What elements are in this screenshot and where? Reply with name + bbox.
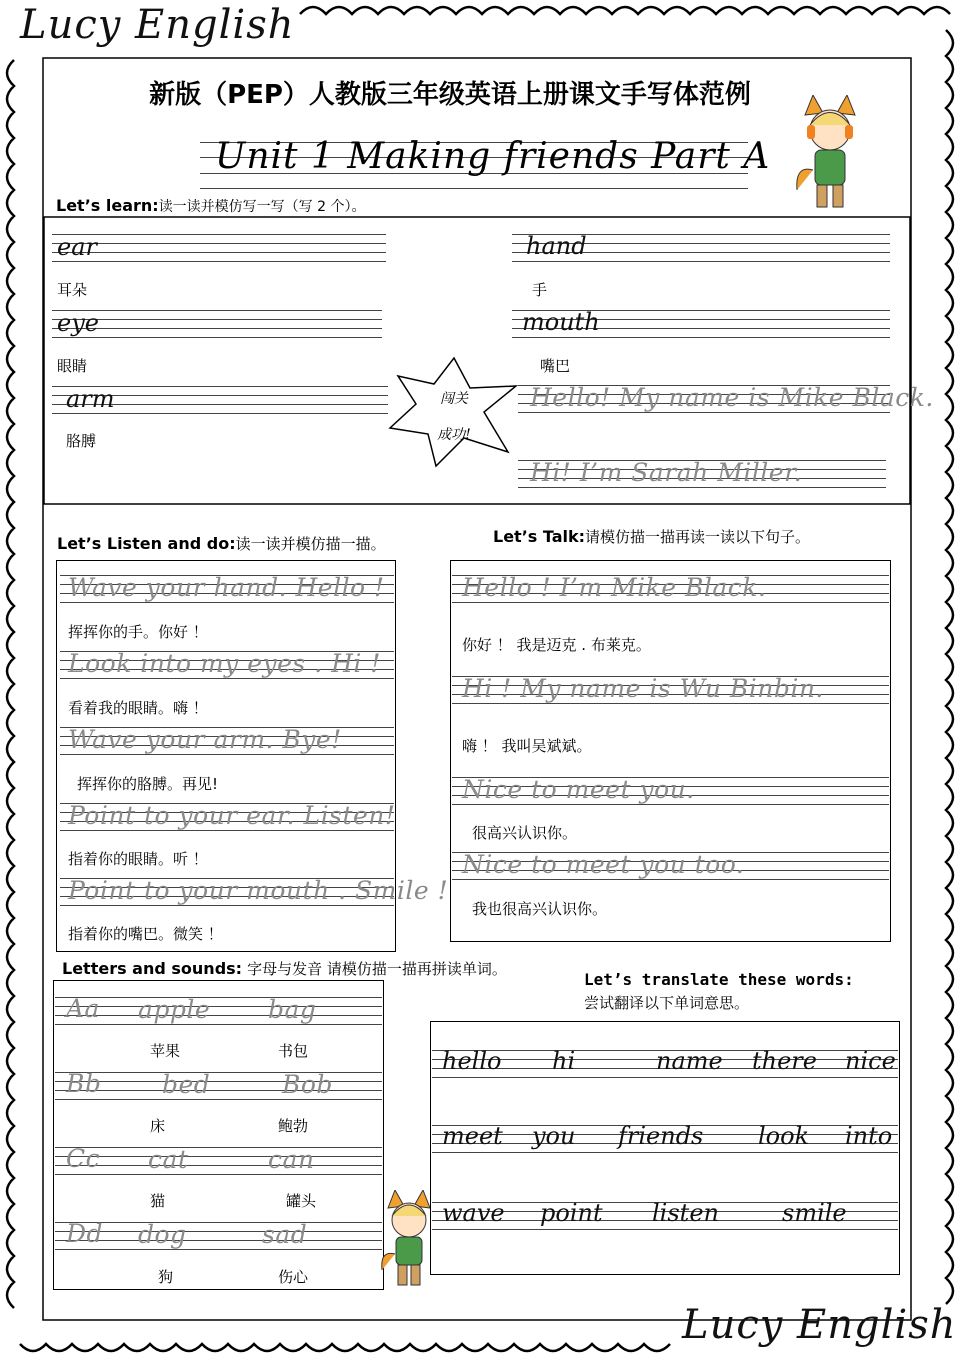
tr-nice: nice bbox=[845, 1047, 896, 1075]
listen-item-1: Wave your hand. Hello ! bbox=[68, 573, 385, 602]
letter-aa: Aa bbox=[66, 994, 100, 1023]
talk-item-4-cn: 我也很高兴认识你。 bbox=[472, 900, 608, 918]
listen-item-3-cn: 挥挥你的胳膊。再见! bbox=[77, 775, 219, 793]
tr-hi: hi bbox=[552, 1047, 576, 1075]
tr-there: there bbox=[752, 1047, 817, 1075]
unit-heading: Unit 1 Making friends Part A bbox=[215, 136, 771, 177]
tr-into: into bbox=[845, 1122, 893, 1150]
word-bob: Bob bbox=[282, 1070, 333, 1099]
word-sad-cn: 伤心 bbox=[278, 1268, 309, 1286]
talk-item-3-cn: 很高兴认识你。 bbox=[472, 824, 578, 842]
brand-logo-top: Lucy English bbox=[20, 2, 295, 48]
listen-item-2-cn: 看着我的眼睛。嗨 ！ bbox=[68, 699, 208, 717]
listen-item-3: Wave your arm. Bye! bbox=[68, 725, 342, 754]
badge-line2: 成功! bbox=[437, 427, 471, 443]
writing-lines bbox=[52, 234, 386, 262]
letters-sounds-label-cn: 字母与发音 请模仿描一描再拼读单词。 bbox=[247, 960, 507, 978]
tr-smile: smile bbox=[782, 1199, 847, 1227]
letter-cc: Cc bbox=[66, 1144, 101, 1173]
letter-bb: Bb bbox=[66, 1069, 102, 1098]
brand-logo-bottom: Lucy English bbox=[682, 1302, 957, 1348]
learn-sentence-1: Hello! My name is Mike Black. bbox=[530, 383, 934, 412]
word-hand-cn: 手 bbox=[532, 281, 548, 299]
lets-listen-label bbox=[57, 533, 386, 554]
word-bob-cn: 鲍勃 bbox=[278, 1117, 309, 1135]
tr-friends: friends bbox=[618, 1122, 704, 1150]
word-bed: bed bbox=[162, 1070, 211, 1099]
lets-talk-label-en: Let’s Talk: bbox=[493, 527, 586, 546]
talk-item-3: Nice to meet you. bbox=[462, 775, 695, 804]
writing-lines bbox=[55, 997, 382, 1025]
badge-line1: 闯关 bbox=[440, 391, 468, 407]
writing-lines bbox=[55, 1222, 382, 1250]
word-eye-cn: 眼睛 bbox=[57, 357, 88, 375]
word-sad: sad bbox=[262, 1220, 308, 1249]
word-mouth: mouth bbox=[522, 308, 600, 336]
talk-item-2: Hi ! My name is Wu Binbin. bbox=[462, 674, 824, 703]
tr-name: name bbox=[656, 1047, 723, 1075]
fox-mascot-image bbox=[795, 95, 865, 215]
lets-learn-label bbox=[56, 196, 366, 216]
word-arm: arm bbox=[66, 385, 115, 413]
tr-wave: wave bbox=[442, 1199, 505, 1227]
listen-item-5: Point to your mouth . Smile ! bbox=[68, 876, 449, 905]
word-can: can bbox=[268, 1145, 315, 1174]
lets-learn-label-en: Let’s learn: bbox=[56, 196, 159, 215]
word-bed-cn: 床 bbox=[150, 1117, 166, 1135]
word-can-cn: 罐头 bbox=[286, 1192, 317, 1210]
word-apple: apple bbox=[138, 995, 211, 1024]
listen-item-5-cn: 指着你的嘴巴。微笑 ！ bbox=[68, 925, 223, 943]
letters-sounds-label bbox=[62, 958, 507, 979]
translate-label-en: Let’s translate these words: bbox=[584, 970, 854, 989]
lets-talk-label bbox=[493, 526, 810, 547]
page-title: 新版（PEP）人教版三年级英语上册课文手写体范例 bbox=[149, 80, 751, 110]
writing-lines bbox=[52, 310, 382, 338]
writing-lines bbox=[55, 1147, 382, 1175]
tr-point: point bbox=[540, 1199, 603, 1227]
letter-dd: Dd bbox=[66, 1219, 104, 1248]
talk-item-2-cn: 嗨 ！ 我叫吴斌斌。 bbox=[462, 737, 592, 755]
success-star-badge bbox=[386, 356, 522, 468]
listen-item-2: Look into my eyes . Hi ! bbox=[68, 649, 381, 678]
word-dog: dog bbox=[138, 1220, 187, 1249]
word-arm-cn: 胳膊 bbox=[66, 432, 97, 450]
lets-talk-label-cn: 请模仿描一描再读一读以下句子。 bbox=[585, 528, 811, 546]
letters-sounds-label-en: Letters and sounds: bbox=[62, 959, 243, 978]
tr-hello: hello bbox=[442, 1047, 502, 1075]
talk-item-4: Nice to meet you too. bbox=[462, 850, 745, 879]
lets-listen-label-cn: 读一读并模仿描一描。 bbox=[235, 535, 386, 553]
word-ear-cn: 耳朵 bbox=[57, 281, 88, 299]
lets-learn-label-cn: 读一读并模仿写一写（写 2 个）。 bbox=[158, 199, 366, 215]
learn-sentence-2: Hi! I’m Sarah Miller. bbox=[530, 458, 803, 487]
tr-meet: meet bbox=[442, 1122, 503, 1150]
listen-item-4: Point to your ear. Listen! bbox=[68, 801, 396, 830]
tr-look: look bbox=[758, 1122, 810, 1150]
word-cat: cat bbox=[148, 1145, 189, 1174]
translate-label-cn: 尝试翻译以下单词意思。 bbox=[584, 994, 750, 1012]
word-hand: hand bbox=[526, 232, 587, 260]
listen-item-4-cn: 指着你的眼睛。听 ！ bbox=[68, 850, 208, 868]
word-bag-cn: 书包 bbox=[278, 1042, 309, 1060]
word-eye: eye bbox=[57, 309, 99, 337]
word-ear: ear bbox=[57, 233, 97, 261]
lets-listen-label-en: Let’s Listen and do: bbox=[57, 534, 236, 553]
talk-item-1: Hello ! I’m Mike Black. bbox=[462, 573, 767, 602]
listen-item-1-cn: 挥挥你的手。你好 ！ bbox=[68, 623, 208, 641]
word-dog-cn: 狗 bbox=[158, 1268, 174, 1286]
word-apple-cn: 苹果 bbox=[150, 1042, 181, 1060]
tr-you: you bbox=[532, 1122, 576, 1150]
word-cat-cn: 猫 bbox=[150, 1192, 166, 1210]
word-bag: bag bbox=[268, 995, 317, 1024]
tr-listen: listen bbox=[652, 1199, 719, 1227]
talk-item-1-cn: 你好 ！ 我是迈克 . 布莱克。 bbox=[462, 636, 651, 654]
word-mouth-cn: 嘴巴 bbox=[540, 357, 571, 375]
